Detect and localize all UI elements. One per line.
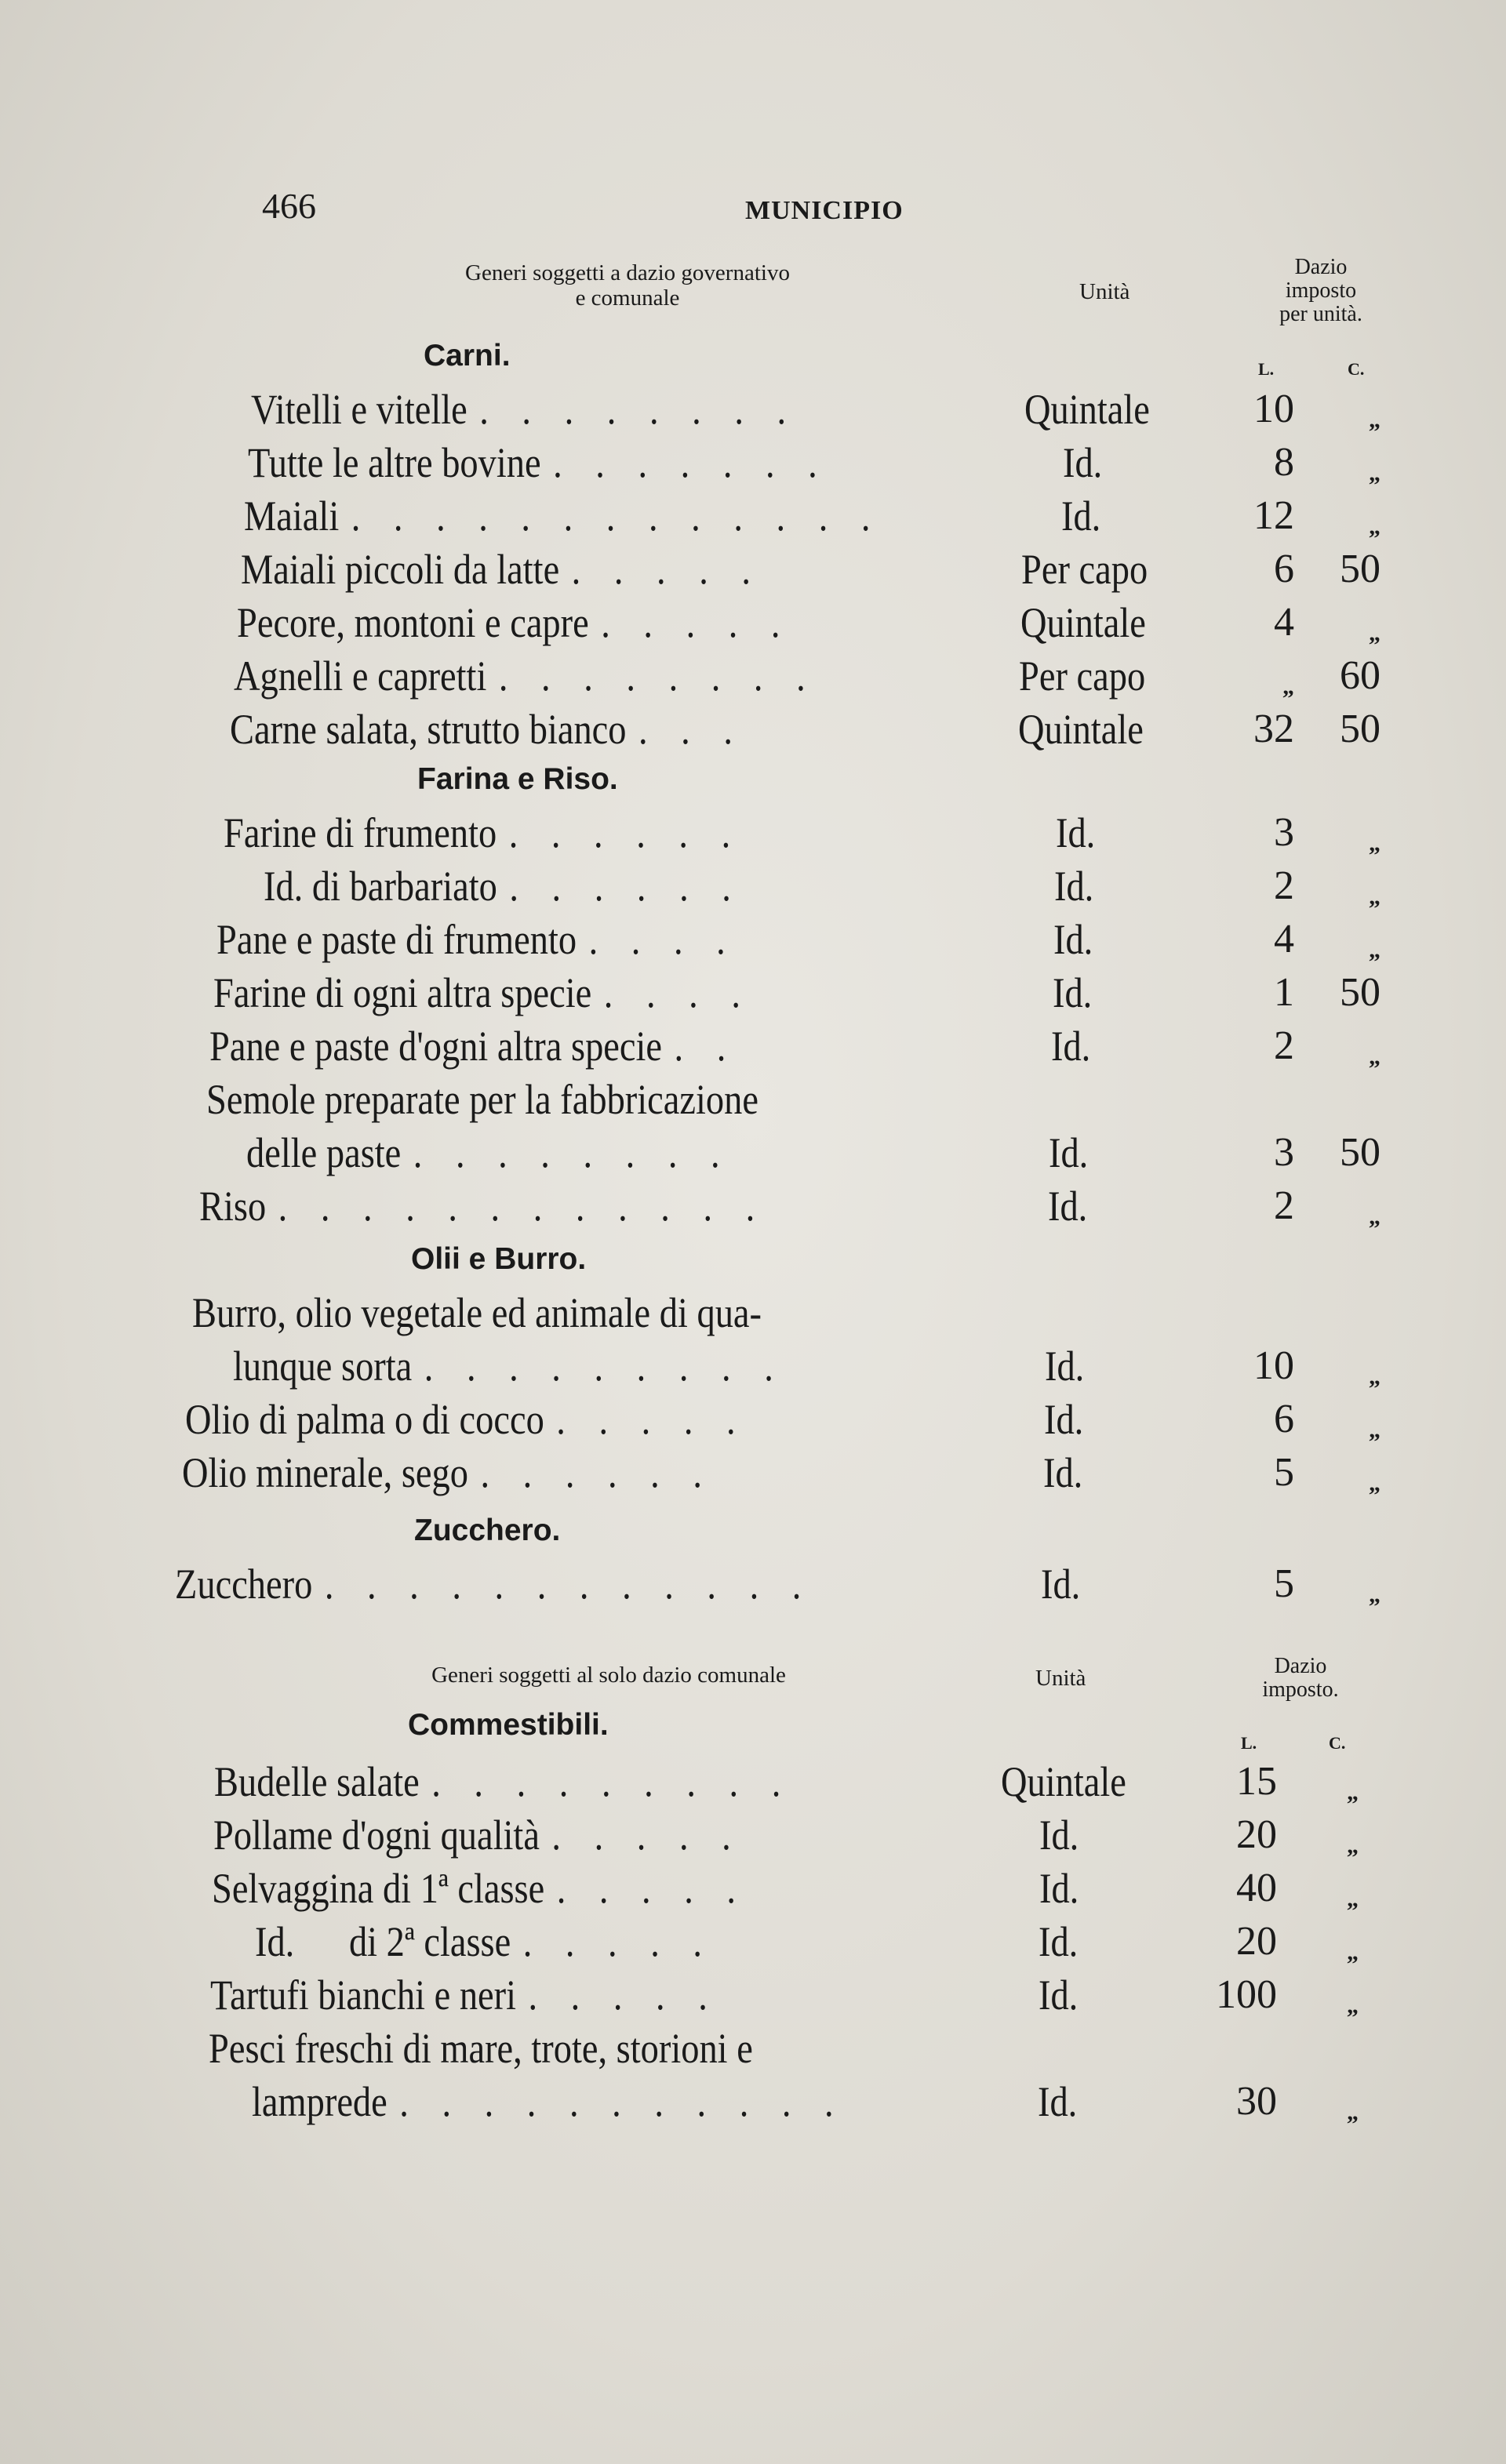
article-name: Tartufi bianchi e neri <box>210 1972 517 2019</box>
duty-lire: 20 <box>1236 1812 1277 1857</box>
unit-cell: Quintale <box>1001 1758 1126 1805</box>
article-name: Olio di palma o di cocco <box>185 1396 544 1443</box>
leader-dots: . . . . . . . . <box>498 652 818 700</box>
leader-dots: . . . . . <box>556 1865 748 1912</box>
article-name: Id. di barbariato <box>264 863 497 910</box>
unit-cell: Id. <box>1041 1561 1081 1608</box>
ditto-mark: „ <box>1369 514 1380 540</box>
duty-lire: 1 <box>1274 970 1294 1015</box>
article-name: Tutte le altre bovine <box>248 439 541 486</box>
article-name: Maiali piccoli da latte <box>241 546 560 593</box>
unit-cell: Id. <box>1051 1023 1091 1070</box>
leader-dots: . . . . . <box>556 1396 748 1443</box>
article-name: Agnelli e capretti <box>234 652 487 700</box>
article-name: Burro, olio vegetale ed animale di qua- <box>192 1289 762 1336</box>
leader-dots: . . . . . . . . . . . . <box>278 1183 767 1230</box>
leader-dots: . . . . . . <box>508 809 743 856</box>
leader-dots: . . . . . . . . <box>479 386 798 433</box>
leader-dots: . . . . . <box>571 546 763 593</box>
article-name: Budelle salate <box>214 1758 420 1805</box>
unit-cell: Id. <box>1056 809 1096 856</box>
duty-lire: 2 <box>1274 1023 1294 1068</box>
duty-cent: 60 <box>1340 653 1380 698</box>
duty-lire: 40 <box>1236 1866 1277 1910</box>
duty-lire: 8 <box>1274 440 1294 485</box>
leader-dots: . . . . . . . <box>553 439 830 486</box>
leader-dots: . . . . . <box>601 599 793 646</box>
currency-cent-label: C. <box>1348 359 1365 379</box>
article-name: Selvaggina di 1ª classe <box>212 1865 545 1912</box>
duty-lire: 10 <box>1253 1343 1294 1388</box>
ditto-mark: „ <box>1347 1939 1359 1965</box>
table-row <box>182 1446 714 1499</box>
leader-dots: . . <box>674 1023 738 1070</box>
duty-lire: 100 <box>1216 1972 1277 2017</box>
duty-lire: 3 <box>1274 810 1294 855</box>
duty-lire: 6 <box>1274 1397 1294 1441</box>
unit-cell: Id. <box>1061 492 1101 540</box>
article-name: Pane e paste di frumento <box>216 916 577 963</box>
leader-dots: . . . . . <box>551 1812 744 1859</box>
ditto-mark: „ <box>1369 460 1380 486</box>
duty-lire: 6 <box>1274 547 1294 591</box>
table-row <box>230 703 744 756</box>
leader-dots: . . . . . . <box>509 863 744 910</box>
ditto-mark: „ <box>1282 674 1294 700</box>
unit-cell: Id. <box>1053 969 1093 1016</box>
duty-cent: 50 <box>1340 547 1380 591</box>
ditto-mark: „ <box>1369 884 1380 910</box>
table-row <box>206 1073 758 1126</box>
table-row <box>264 859 743 913</box>
leader-dots: . . . . . . <box>480 1449 715 1496</box>
table-row <box>175 1557 813 1611</box>
leader-dots: . . . <box>638 706 745 753</box>
unit-cell: Id. <box>1039 1812 1079 1859</box>
ditto-mark: „ <box>1347 1779 1359 1805</box>
duty-cent: 50 <box>1340 970 1380 1015</box>
duty-cent: 50 <box>1340 707 1380 751</box>
ditto-mark: „ <box>1369 1044 1380 1070</box>
duty-lire: 12 <box>1253 493 1294 538</box>
ditto-mark: „ <box>1369 937 1380 963</box>
unit-cell: Quintale <box>1020 599 1146 646</box>
unit-cell: Id. <box>1063 439 1103 486</box>
unit-cell: Id. <box>1053 916 1093 963</box>
unit-cell: Quintale <box>1024 386 1150 433</box>
duty-lire: 15 <box>1236 1759 1277 1804</box>
table-row <box>252 2075 846 2128</box>
table-row <box>216 913 737 966</box>
unit-cell: Id. <box>1045 1343 1085 1390</box>
unit-cell: Id. <box>1039 1865 1079 1912</box>
table2-header-article: Generi soggetti al solo dazio comunale <box>431 1663 786 1688</box>
article-name: Zucchero <box>175 1561 313 1608</box>
article-name: lunque sorta <box>233 1343 413 1390</box>
table1-header-duty: Dazio imposto per unità. <box>1279 255 1362 326</box>
ditto-mark: „ <box>1347 1993 1359 2019</box>
article-name: Pollame d'ogni qualità <box>213 1812 540 1859</box>
duty-lire: 5 <box>1274 1450 1294 1495</box>
article-name: Riso <box>199 1183 267 1230</box>
leader-dots: . . . . . . . . . . . <box>399 2078 846 2125</box>
article-name: Farine di frumento <box>224 809 497 856</box>
ditto-mark: „ <box>1369 620 1380 646</box>
table2-header-unit: Unità <box>1035 1666 1086 1691</box>
table2-header-duty: Dazio imposto. <box>1262 1654 1339 1702</box>
currency-lire-label-2: L. <box>1241 1733 1257 1753</box>
article-name: lamprede <box>252 2078 387 2125</box>
ditto-mark: „ <box>1347 1833 1359 1859</box>
unit-cell: Id. <box>1043 1449 1083 1496</box>
duty-cent: 50 <box>1340 1130 1380 1175</box>
unit-cell: Id. <box>1039 1972 1079 2019</box>
leader-dots: . . . . <box>588 916 738 963</box>
leader-dots: . . . . . <box>522 1918 715 1965</box>
article-name: Maiali <box>244 492 340 540</box>
article-name: Carne salata, strutto bianco <box>230 706 627 753</box>
duty-lire: 30 <box>1236 2079 1277 2124</box>
table-row <box>241 543 762 596</box>
unit-cell: Per capo <box>1021 546 1148 593</box>
currency-lire-label: L. <box>1258 359 1275 379</box>
article-name: Pecore, montoni e capre <box>237 599 589 646</box>
table-row <box>209 2022 753 2075</box>
leader-dots: . . . . . . . . <box>413 1129 733 1176</box>
unit-cell: Id. <box>1054 863 1094 910</box>
table-row <box>185 1393 748 1446</box>
table-row <box>209 1019 738 1073</box>
unit-cell: Id. <box>1049 1129 1089 1176</box>
duty-lire: 5 <box>1274 1561 1294 1606</box>
ditto-mark: „ <box>1369 1364 1380 1390</box>
table-row <box>214 1755 793 1808</box>
table-row <box>255 1915 715 1968</box>
section-heading: Commestibili. <box>408 1708 609 1742</box>
unit-cell: Quintale <box>1018 706 1144 753</box>
unit-cell: Id. <box>1038 2078 1078 2125</box>
article-name: Farine di ogni altra specie <box>213 969 592 1016</box>
unit-cell: Per capo <box>1019 652 1146 700</box>
article-name: Semole preparate per la fabbricazione <box>206 1076 758 1123</box>
duty-lire: 4 <box>1274 600 1294 645</box>
article-name: delle paste <box>246 1129 402 1176</box>
table-row <box>248 436 829 489</box>
leader-dots: . . . . <box>603 969 753 1016</box>
table1-header-unit: Unità <box>1079 279 1130 304</box>
leader-dots: . . . . . . . . . <box>424 1343 786 1390</box>
section-heading: Carni. <box>424 339 511 373</box>
ditto-mark: „ <box>1347 1886 1359 1912</box>
unit-cell: Id. <box>1039 1918 1079 1965</box>
duty-lire: 3 <box>1274 1130 1294 1175</box>
unit-cell: Id. <box>1048 1183 1088 1230</box>
article-name: Id. di 2ª classe <box>255 1918 511 1965</box>
section-heading: Zucchero. <box>414 1514 561 1547</box>
table1-header-article: Generi soggetti a dazio governativo e comunale <box>465 260 790 311</box>
leader-dots: . . . . . . . . . . . . . <box>351 492 882 540</box>
table-row <box>213 1808 743 1862</box>
currency-cent-label-2: C. <box>1329 1733 1346 1753</box>
article-name: Pane e paste d'ogni altra specie <box>209 1023 663 1070</box>
duty-lire: 10 <box>1253 387 1294 431</box>
table-row <box>234 649 817 703</box>
duty-lire: 2 <box>1274 863 1294 908</box>
article-name: Vitelli e vitelle <box>251 386 467 433</box>
article-name: Pesci freschi di mare, trote, storioni e <box>209 2025 753 2072</box>
section-heading: Farina e Riso. <box>417 762 618 796</box>
ditto-mark: „ <box>1369 1204 1380 1230</box>
page-number: 466 <box>262 186 316 226</box>
table-row <box>210 1968 719 2022</box>
duty-lire: 2 <box>1274 1183 1294 1228</box>
table-row <box>237 596 792 649</box>
table-row <box>212 1862 748 1915</box>
table-row <box>233 1339 785 1393</box>
table-row <box>244 489 882 543</box>
leader-dots: . . . . . <box>528 1972 720 2019</box>
ditto-mark: „ <box>1369 1470 1380 1496</box>
table-row <box>192 1286 762 1339</box>
section-heading: Olii e Burro. <box>411 1242 587 1276</box>
ditto-mark: „ <box>1347 2099 1359 2125</box>
table-row <box>199 1179 767 1233</box>
table-row <box>213 966 752 1019</box>
table-row <box>224 806 743 859</box>
duty-lire: 4 <box>1274 917 1294 961</box>
ditto-mark: „ <box>1369 830 1380 856</box>
table-row <box>246 1126 732 1179</box>
ditto-mark: „ <box>1369 1582 1380 1608</box>
duty-lire: 32 <box>1253 707 1294 751</box>
ditto-mark: „ <box>1369 1417 1380 1443</box>
article-name: Olio minerale, sego <box>182 1449 468 1496</box>
running-head: MUNICIPIO <box>745 196 904 225</box>
leader-dots: . . . . . . . . . . . . <box>324 1561 813 1608</box>
ditto-mark: „ <box>1369 407 1380 433</box>
unit-cell: Id. <box>1044 1396 1084 1443</box>
leader-dots: . . . . . . . . . <box>431 1758 793 1805</box>
table-row <box>251 383 798 436</box>
duty-lire: 20 <box>1236 1919 1277 1964</box>
